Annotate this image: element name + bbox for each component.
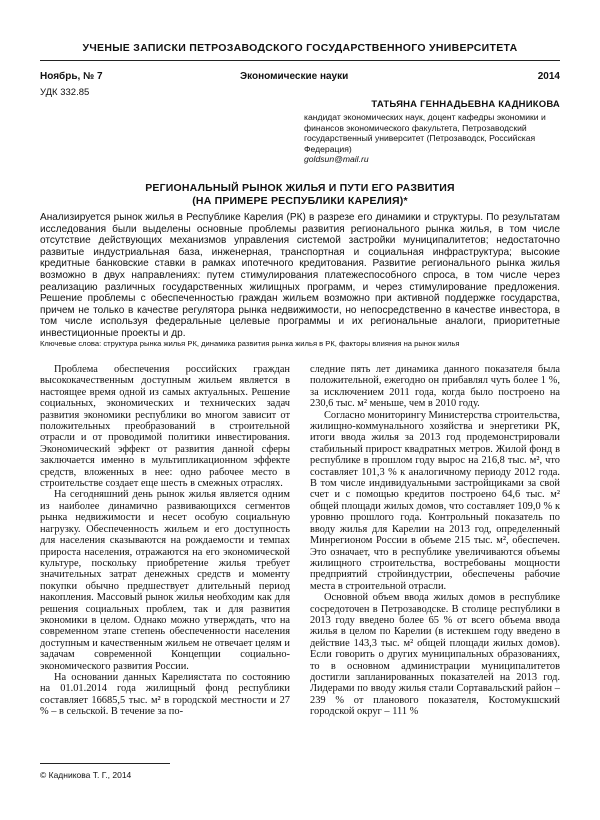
article-title-line2: (НА ПРИМЕРЕ РЕСПУБЛИКИ КАРЕЛИЯ)*	[192, 195, 408, 207]
paragraph: На основании данных Карелиястата по состоянию на 01.01.2014 года жилищный фонд республики составляет 16685,5 тыс. м² в городской местности и 27 % – в сельской. В течение за по-	[40, 671, 290, 718]
keywords: Ключевые слова: структура рынка жилья РК, динамика развития рынка жилья в РК, факторы влияния на рынок жилья	[40, 339, 460, 348]
author-name: ТАТЬЯНА ГЕННАДЬЕВНА КАДНИКОВА	[371, 99, 560, 110]
paragraph: Проблема обеспечения российских граждан высококачественным доступным жильем является в настоящее время одной из самых актуальных. Решение социальных, экономических и технических задач развития экономики республики во многом зависит от положительных преобразований в строительной отрасли и от проводимой политики инвестирования. Экономический эффект от развития данной сферы заключается именно в мультипликационном эффекте средств, вложенных в нее: одно рабочее место в строительстве создает еще шесть в смежных отраслях.	[40, 364, 290, 490]
udc-code: УДК 332.85	[40, 87, 90, 98]
abstract: Анализируется рынок жилья в Республике Карелия (РК) в разрезе его динамики и структуры. По результатам исследования были выделены основные проблемы развития регионального рынка жилья, в том числе отсутствие действующих механизмов управления системой застройки муниципалитетов; недостаточно развитые индустриальная база, инженерная, транспортная и социальная инфраструктура; высокие кредитные банковские ставки в рамках ипотечного кредитования. Развитие регионального рынка жилья возможно в двух направлениях: путем стимулирования платежеспособного спроса, в том числе через реализацию различных государственных жилищных программ, и через стимулирование предложения. Решение проблемы с обеспеченностью граждан жильем возможно при активной поддержке государства, причем не только в качестве регулятора рынка недвижимости, но непосредственно в качестве инвестора, в том числе используя федеральные целевые программы и их региональные аналоги, приоритетные инвестиционные проекты и др.	[40, 212, 560, 339]
issue-label: Ноябрь, № 7	[40, 71, 103, 82]
year-label: 2014	[537, 71, 560, 82]
paragraph: На сегодняшний день рынок жилья является одним из наиболее динамично развивающихся сегментов рынка недвижимости и несет особую социальную нагрузку. Обеспеченность жильем и его доступность для населения сказываются на рождаемости и темпах прироста населения, отражаются на его экономической культуре, поскольку приобретение жилья требует значительных затрат денежных средств и моменту покупки обычно предшествует длительный период накопления. Массовый рынок жилья необходим как для решения социальных проблем, так и для развития экономики в целом. Однако можно утверждать, что на современном этапе степень обеспеченности населения доступным и качественным жильем не отвечает целям и задачам современной Концепции социально-экономического развития России.	[40, 489, 290, 672]
paragraph: следние пять лет динамика данного показателя была положительной, ежегодно он прибавлял чуть более 1 %, за исключением 2011 года, когда было построено на 230,6 тыс. м² меньше, чем в 2010 году.	[310, 364, 560, 410]
author-affiliation: кандидат экономических наук, доцент кафедры экономики и финансов экономического факультета, Петрозаводский государственный университет (Петрозаводск, Российская Федерация)	[304, 112, 546, 154]
journal-title: УЧЕНЫЕ ЗАПИСКИ ПЕТРОЗАВОДСКОГО ГОСУДАРСТВЕННОГО УНИВЕРСИТЕТА	[82, 42, 518, 54]
copyright: © Кадникова Т. Г., 2014	[40, 770, 132, 780]
body-column-right	[310, 364, 560, 718]
article-title	[80, 182, 520, 208]
body-column-left	[40, 364, 290, 718]
paragraph: Согласно мониторингу Министерства строительства, жилищно-коммунального хозяйства и энергетики РК, итоги ввода жилья за 2013 год продемонстрировали стабильный прирост квадратных метров. Жилой фонд в республике в прошлом году вырос на 216,8 тыс. м², что составляет 101,3 % к аналогичному периоду 2012 года. В том числе индивидуальными застройщиками за свой счет и с помощью кредитов построено 64,6 тыс. м² общей площади жилых домов, что составляет 109,0 % к уровню прошлого года. Контрольный показатель по вводу жилья для Карелии на 2013 год, определенный Минрегионом России в объеме 215 тыс. м², обеспечен. Это означает, что в республике увеличиваются объемы жилищного строительства, востребованы мощности предприятий стройиндустрии, обеспечены рабочие места в строительной отрасли.	[310, 409, 560, 592]
footnote-divider	[40, 763, 170, 764]
article-title-line1: РЕГИОНАЛЬНЫЙ РЫНОК ЖИЛЬЯ И ПУТИ ЕГО РАЗВИТИЯ	[145, 182, 455, 194]
author-block	[304, 99, 560, 165]
paragraph: Основной объем ввода жилых домов в республике сосредоточен в Петрозаводске. В столице республики в 2013 году введено более 65 % от всего объема ввода жилья в целом по Карелии (в истекшем году введено в действие 143,3 тыс. м² общей площади жилых домов). Если говорить о других муниципальных образованиях, то в основном администрации муниципалитетов достигли запланированных показателей на 2013 год. Лидерами по вводу жилья стали Сортавальский район – 239 % от планового показателя, Костомукшский городской округ – 111 %	[310, 592, 560, 718]
section-label: Экономические науки	[240, 71, 349, 82]
author-email[interactable]: goldsun@mail.ru	[304, 154, 369, 165]
header-divider	[40, 60, 560, 61]
